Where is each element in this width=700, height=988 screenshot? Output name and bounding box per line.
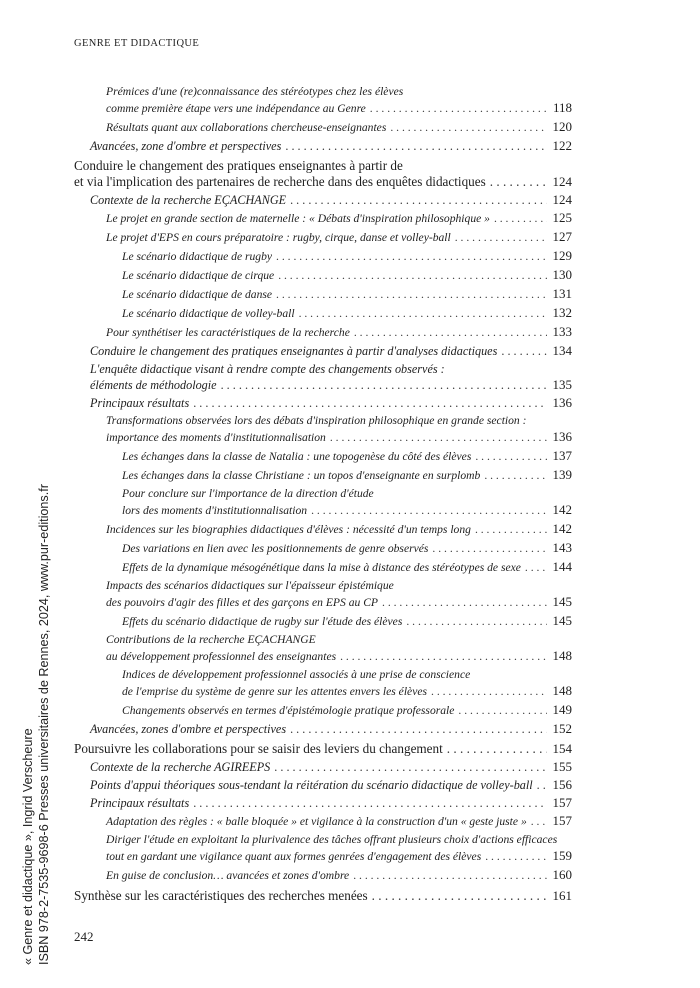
toc-entry-row	[106, 100, 572, 117]
toc-entry-page: 124	[552, 174, 572, 189]
toc-entry[interactable]	[74, 632, 572, 665]
toc-entry[interactable]	[74, 413, 572, 446]
dot-leader	[406, 614, 547, 630]
dot-leader	[432, 541, 547, 557]
toc-entry-row	[106, 867, 572, 884]
toc-entry[interactable]	[74, 702, 572, 719]
toc-entry-page: 139	[552, 467, 572, 482]
toc-entry-title: tout en gardant une vigilance quant aux formes genrées d'engagement des élèves	[106, 850, 482, 863]
toc-entry-row	[90, 395, 572, 411]
toc-entry[interactable]	[74, 777, 572, 793]
toc-entry-title: Contexte de la recherche EÇACHANGE	[90, 193, 287, 207]
toc-entry-page: 155	[552, 759, 572, 774]
toc-entry-row	[106, 210, 572, 227]
dot-leader	[276, 249, 547, 265]
toc-entry-title: Avancées, zones d'ombre et perspectives	[90, 722, 287, 736]
toc-entry-page: 135	[552, 377, 572, 392]
toc-entry-page: 124	[552, 192, 572, 207]
toc-entry-title: Le scénario didactique de volley-ball	[122, 307, 295, 320]
side-credit	[20, 484, 52, 965]
toc-entry-row	[122, 702, 572, 719]
toc-entry-row	[90, 138, 572, 154]
toc-entry[interactable]	[74, 448, 572, 465]
dot-leader	[447, 741, 547, 757]
dot-leader	[370, 101, 547, 117]
toc-entry[interactable]	[74, 486, 572, 519]
toc-entry-title: Le scénario didactique de rugby	[122, 250, 273, 263]
toc-entry-page: 145	[552, 613, 572, 628]
dot-leader	[475, 522, 547, 538]
toc-entry-page: 131	[552, 286, 572, 301]
toc-entry-page: 154	[552, 741, 572, 756]
toc-entry[interactable]	[74, 813, 572, 830]
toc-entry-row	[106, 594, 572, 611]
toc-entry[interactable]	[74, 267, 572, 284]
toc-entry-page: 145	[552, 594, 572, 609]
toc-entry-title-first-line: L'enquête didactique visant à rendre compte des changements observés :	[90, 362, 445, 376]
toc-entry[interactable]	[74, 158, 572, 190]
dot-leader	[431, 684, 547, 700]
dot-leader	[475, 449, 547, 465]
toc-entry[interactable]	[74, 578, 572, 611]
toc-entry-page: 157	[552, 795, 572, 810]
toc-entry-page: 160	[552, 867, 572, 882]
toc-entry[interactable]	[74, 395, 572, 411]
toc-entry-row	[106, 229, 572, 246]
toc-entry-page: 120	[552, 119, 572, 134]
toc-entry-page: 133	[552, 324, 572, 339]
dot-leader	[501, 343, 547, 359]
toc-entry[interactable]	[74, 467, 572, 484]
toc-entry-page: 149	[552, 702, 572, 717]
toc-entry[interactable]	[74, 795, 572, 811]
toc-entry-page: 130	[552, 267, 572, 282]
toc-entry-title-first-line: Conduire le changement des pratiques enseignantes à partir de	[74, 158, 403, 173]
toc-entry-row	[122, 559, 572, 576]
toc-entry-row	[90, 343, 572, 359]
toc-entry-row	[90, 721, 572, 737]
toc-entry-title-first-line: Contributions de la recherche EÇACHANGE	[106, 633, 316, 646]
toc-entry[interactable]	[74, 540, 572, 557]
toc-entry[interactable]	[74, 832, 572, 865]
dot-leader	[193, 795, 547, 811]
dot-leader	[353, 868, 547, 884]
toc-entry[interactable]	[74, 867, 572, 884]
dot-leader	[485, 849, 547, 865]
toc-entry-title-first-line: Prémices d'une (re)connaissance des stéréotypes chez les élèves	[106, 85, 404, 98]
toc-entry-page: 142	[552, 521, 572, 536]
toc-entry-title: Pour synthétiser les caractéristiques de la recherche	[106, 326, 350, 339]
toc-entry-row	[90, 795, 572, 811]
dot-leader	[221, 377, 547, 393]
toc-entry[interactable]	[74, 521, 572, 538]
running-head: GENRE ET DIDACTIQUE	[74, 38, 200, 49]
toc-entry[interactable]	[74, 721, 572, 737]
toc-entry-title: Principaux résultats	[90, 796, 190, 810]
toc-entry-title: Des variations en lien avec les positionnements de genre observés	[122, 542, 429, 555]
dot-leader	[525, 560, 547, 576]
dot-leader	[484, 468, 547, 484]
side-credit-line-1: « Genre et didactique », Ingrid Verscheure	[21, 728, 35, 965]
dot-leader	[290, 192, 547, 208]
toc-entry[interactable]	[74, 248, 572, 265]
toc-entry-row	[106, 429, 572, 446]
toc-entry-title: Le projet d'EPS en cours préparatoire : rugby, cirque, danse et volley-ball	[106, 231, 451, 244]
dot-leader	[354, 325, 547, 341]
toc-entry-title: Effets de la dynamique mésogénétique dans la mise à distance des stéréotypes de sexe	[122, 561, 521, 574]
toc-entry-title: comme première étape vers une indépendance au Genre	[106, 102, 366, 115]
toc-entry-page: 134	[552, 343, 572, 358]
toc-entry-row	[122, 286, 572, 303]
toc-entry-page: 157	[552, 813, 572, 828]
toc-entry-page: 142	[552, 502, 572, 517]
toc-entry-title-first-line: Indices de développement professionnel associés à une prise de conscience	[122, 668, 471, 681]
toc-entry-title: Incidences sur les biographies didactiques d'élèves : nécessité d'un temps long	[106, 523, 471, 536]
toc-entry[interactable]	[74, 667, 572, 700]
toc-entry-title: éléments de méthodologie	[90, 378, 217, 392]
toc-entry-page: 148	[552, 683, 572, 698]
toc-entry-title: lors des moments d'institutionnalisation	[122, 504, 308, 517]
toc-entry-title: Contexte de la recherche AGIREEPS	[90, 760, 271, 774]
toc-entry-page: 148	[552, 648, 572, 663]
dot-leader	[278, 268, 547, 284]
dot-leader	[494, 211, 547, 227]
toc-entry-row	[74, 174, 572, 190]
toc-entry-title: En guise de conclusion… avancées et zones d'ombre	[106, 869, 350, 882]
dot-leader	[330, 430, 547, 446]
dot-leader	[531, 814, 547, 830]
dot-leader	[193, 395, 547, 411]
toc-entry-row	[122, 613, 572, 630]
dot-leader	[285, 138, 547, 154]
toc-entry-page: 144	[552, 559, 572, 574]
toc-entry-title: Le scénario didactique de danse	[122, 288, 273, 301]
toc-entry-page: 152	[552, 721, 572, 736]
toc-entry-row	[74, 741, 572, 757]
toc-entry-page: 156	[552, 777, 572, 792]
toc-entry-title: Le scénario didactique de cirque	[122, 269, 275, 282]
toc-entry-page: 137	[552, 448, 572, 463]
dot-leader	[274, 759, 547, 775]
toc-entry[interactable]	[74, 613, 572, 630]
toc-entry-title: Avancées, zone d'ombre et perspectives	[90, 139, 282, 153]
toc-entry[interactable]	[74, 119, 572, 136]
dot-leader	[490, 174, 547, 190]
toc-entry-title: Principaux résultats	[90, 396, 190, 410]
page-number: 242	[74, 929, 94, 944]
toc-entry-title: importance des moments d'institutionnalisation	[106, 431, 326, 444]
toc-entry-title: Le projet en grande section de maternelle : « Débats d'inspiration philosophique »	[106, 212, 490, 225]
toc-entry-page: 136	[552, 429, 572, 444]
toc-entry-row	[122, 248, 572, 265]
toc-entry-title: Conduire le changement des pratiques enseignantes à partir d'analyses didactiques	[90, 344, 498, 358]
dot-leader	[372, 888, 547, 904]
toc-entry-row	[106, 648, 572, 665]
toc-entry-title: Résultats quant aux collaborations chercheuse-enseignantes	[106, 121, 387, 134]
toc-entry-row	[122, 540, 572, 557]
toc-entry-title: Les échanges dans la classe Christiane : un topos d'enseignante en surplomb	[122, 469, 481, 482]
toc-entry-title: Poursuivre les collaborations pour se saisir des leviers du changement	[74, 741, 443, 756]
toc-entry[interactable]	[74, 305, 572, 322]
toc-entry-title: au développement professionnel des enseignantes	[106, 650, 337, 663]
toc-entry-page: 118	[552, 100, 572, 115]
toc-entry-page: 132	[552, 305, 572, 320]
toc-entry[interactable]	[74, 888, 572, 904]
toc-entry[interactable]	[74, 324, 572, 341]
toc-entry-title: Les échanges dans la classe de Natalia : une topogenèse du côté des élèves	[122, 450, 472, 463]
dot-leader	[299, 306, 547, 322]
dot-leader	[537, 777, 547, 793]
dot-leader	[382, 595, 547, 611]
side-credit-line-2: ISBN 978-2-7535-9698-6 Presses universitaires de Rennes, 2024, www.pur-editions.fr	[37, 484, 51, 965]
toc-entry-row	[122, 448, 572, 465]
toc-entry-title: de l'emprise du système de genre sur les attentes envers les élèves	[122, 685, 428, 698]
toc-entry[interactable]	[74, 84, 572, 117]
toc-entry-row	[122, 467, 572, 484]
toc-entry[interactable]	[74, 361, 572, 393]
toc-entry-row	[106, 324, 572, 341]
dot-leader	[340, 649, 547, 665]
table-of-contents	[74, 84, 572, 906]
toc-entry-page: 127	[552, 229, 572, 244]
toc-entry-row	[90, 377, 572, 393]
toc-entry-row	[106, 521, 572, 538]
toc-entry-title: Points d'appui théoriques sous-tendant la réitération du scénario didactique de volley-ball	[90, 778, 533, 792]
toc-entry-row	[90, 759, 572, 775]
toc-entry-title: Synthèse sur les caractéristiques des recherches menées	[74, 888, 368, 903]
toc-entry-page: 159	[552, 848, 572, 863]
toc-entry-page: 161	[552, 888, 572, 903]
toc-entry[interactable]	[74, 559, 572, 576]
dot-leader	[276, 287, 547, 303]
dot-leader	[390, 120, 547, 136]
toc-entry[interactable]	[74, 192, 572, 208]
toc-entry[interactable]	[74, 210, 572, 227]
toc-entry-title: et via l'implication des partenaires de recherche dans des enquêtes didactiques	[74, 174, 486, 189]
toc-entry-row	[106, 119, 572, 136]
toc-entry-title: Adaptation des règles : « balle bloquée » et vigilance à la construction d'un « geste juste »	[106, 815, 527, 828]
toc-entry[interactable]	[74, 741, 572, 757]
toc-entry[interactable]	[74, 343, 572, 359]
toc-entry-title-first-line: Diriger l'étude en exploitant la plurivalence des tâches offrant plusieurs choix d'actions efficaces	[106, 833, 558, 846]
toc-entry-page: 136	[552, 395, 572, 410]
toc-entry-page: 143	[552, 540, 572, 555]
toc-entry-title: Changements observés en termes d'épistémologie pratique professorale	[122, 704, 455, 717]
toc-entry-page: 122	[552, 138, 572, 153]
toc-entry-page: 125	[552, 210, 572, 225]
toc-entry-row	[122, 683, 572, 700]
toc-entry-title: des pouvoirs d'agir des filles et des garçons en EPS au CP	[106, 596, 379, 609]
toc-entry-row	[122, 305, 572, 322]
dot-leader	[290, 721, 547, 737]
toc-entry[interactable]	[74, 759, 572, 775]
toc-entry-title: Effets du scénario didactique de rugby sur l'étude des élèves	[122, 615, 403, 628]
toc-entry[interactable]	[74, 229, 572, 246]
toc-entry-page: 129	[552, 248, 572, 263]
toc-entry-title-first-line: Impacts des scénarios didactiques sur l'épaisseur épistémique	[106, 579, 394, 592]
dot-leader	[455, 230, 547, 246]
dot-leader	[311, 503, 547, 519]
dot-leader	[458, 703, 547, 719]
toc-entry[interactable]	[74, 138, 572, 154]
toc-entry-row	[122, 502, 572, 519]
toc-entry-row	[106, 848, 572, 865]
toc-entry-row	[90, 192, 572, 208]
toc-entry-row	[106, 813, 572, 830]
toc-entry-title-first-line: Pour conclure sur l'importance de la direction d'étude	[122, 487, 374, 500]
toc-entry-row	[90, 777, 572, 793]
toc-entry-title-first-line: Transformations observées lors des débats d'inspiration philosophique en grande section :	[106, 414, 527, 427]
toc-entry-row	[74, 888, 572, 904]
toc-entry[interactable]	[74, 286, 572, 303]
toc-entry-row	[122, 267, 572, 284]
